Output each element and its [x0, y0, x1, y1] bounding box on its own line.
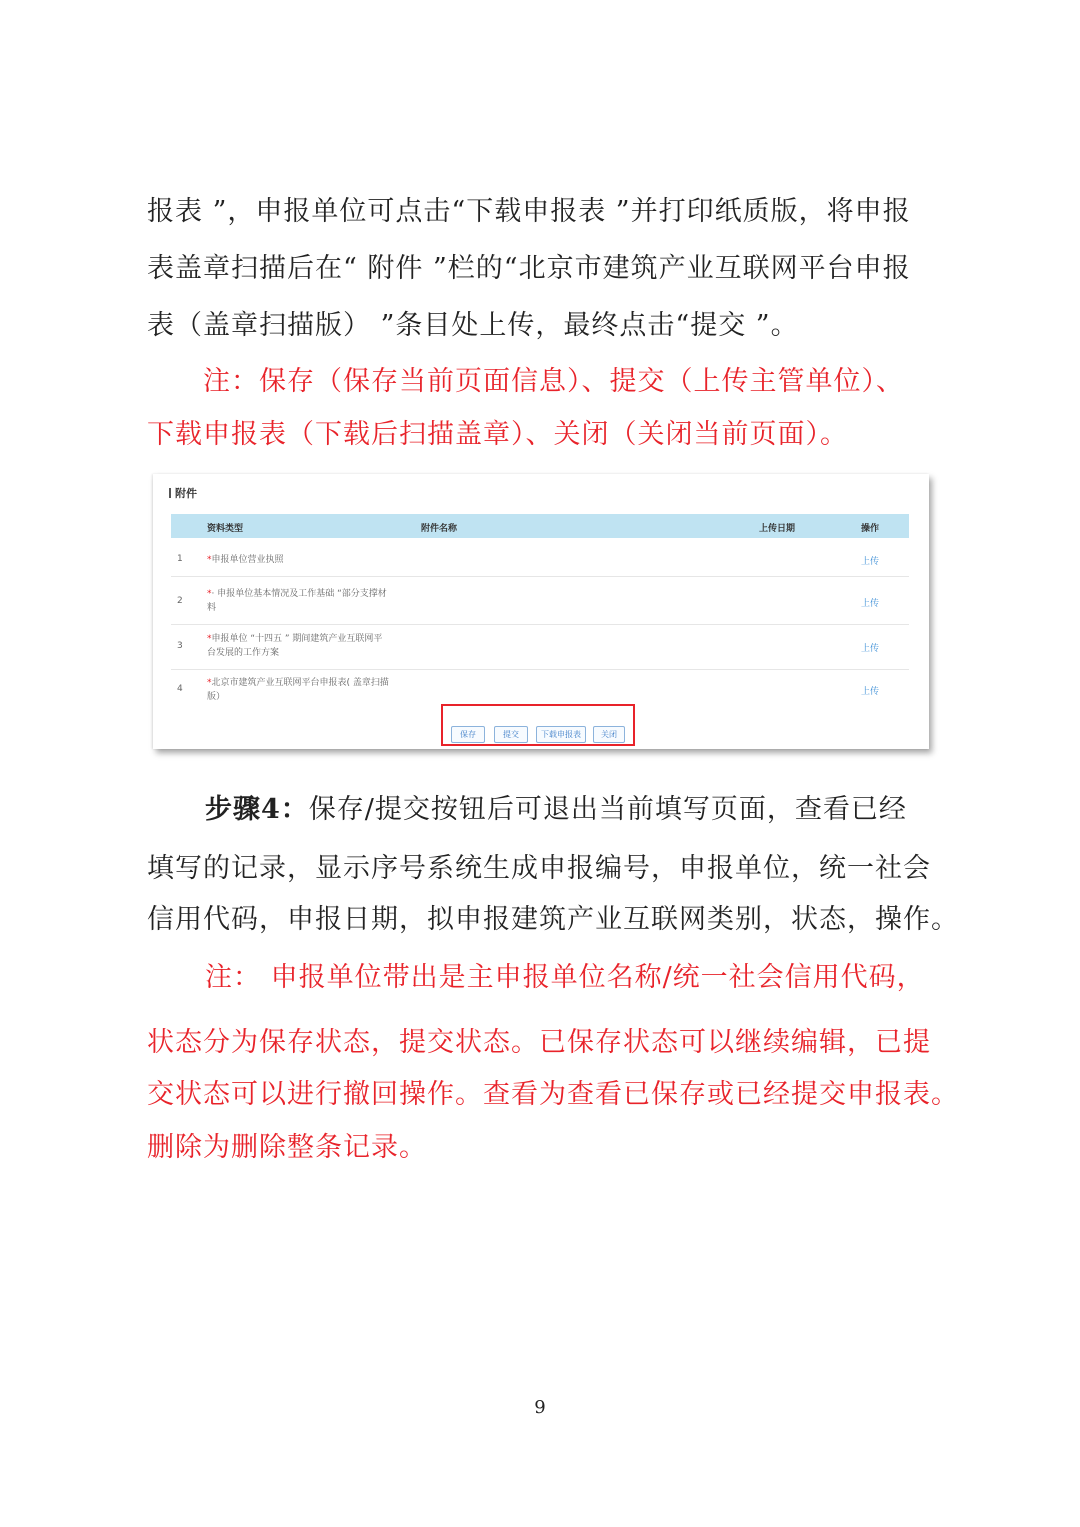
column-header-op: 操作: [861, 524, 880, 534]
row-name-text: 料: [207, 603, 217, 613]
row-name: [207, 553, 284, 567]
table-row: [171, 625, 909, 670]
section-title-text: 附件: [175, 487, 197, 500]
row-name-text: 台发展的工作方案: [207, 648, 280, 658]
step-line: 信用代码，申报日期，拟申报建筑产业互联网类别，状态，操作。: [147, 904, 959, 935]
step-line: [205, 792, 907, 828]
required-star: *: [207, 589, 212, 599]
close-button[interactable]: 关闭: [593, 726, 625, 743]
upload-link[interactable]: 上传: [861, 687, 880, 697]
step-text: 保存/提交按钮后可退出当前填写页面，查看已经: [308, 794, 907, 825]
required-star: *: [207, 555, 212, 565]
row-name: [207, 676, 389, 704]
table-row: [171, 544, 909, 577]
table-header: [171, 514, 909, 538]
column-header-date: 上传日期: [759, 524, 796, 534]
section-marker: [169, 488, 171, 498]
column-header-type: 资料类型: [207, 524, 244, 534]
note-line: 注： 申报单位带出是主申报单位名称/统一社会信用代码，: [205, 962, 925, 993]
submit-button[interactable]: 提交: [494, 726, 528, 743]
upload-link[interactable]: 上传: [861, 599, 880, 609]
note-line: 交状态可以进行撤回操作。查看为查看已保存或已经提交申报表。: [147, 1079, 959, 1110]
row-index: 1: [177, 554, 183, 564]
row-index: 4: [177, 684, 183, 694]
page-number: 9: [534, 1397, 546, 1418]
note-line: 状态分为保存状态，提交状态。已保存状态可以继续编辑，已提: [147, 1027, 931, 1058]
table-row: [171, 577, 909, 625]
required-star: *: [207, 634, 212, 644]
paragraph-line: 表（盖章扫描版） ”条目处上传，最终点击“提交 ”。: [147, 310, 799, 341]
column-header-name: 附件名称: [421, 524, 458, 534]
note-line: 删除为删除整条记录。: [147, 1132, 427, 1163]
attachment-section-title: [169, 485, 197, 501]
row-name-text: · 申报单位基本情况及工作基础 “部分支撑材: [211, 589, 387, 599]
upload-link[interactable]: 上传: [861, 644, 880, 654]
download-form-button[interactable]: 下载申报表: [536, 726, 586, 743]
required-star: *: [207, 678, 212, 688]
step-label: 步骤4：: [205, 794, 309, 825]
row-name-text: 申报单位 “十四五 ” 期间建筑产业互联网平: [211, 634, 383, 644]
save-button[interactable]: 保存: [451, 726, 485, 743]
upload-link[interactable]: 上传: [861, 557, 880, 567]
row-name-text: 北京市建筑产业互联网平台申报表( 盖章扫描: [211, 678, 389, 688]
paragraph-line: 表盖章扫描后在“ 附件 ”栏的“北京市建筑产业互联网平台申报: [147, 253, 911, 284]
step-line: 填写的记录，显示序号系统生成申报编号，申报单位，统一社会: [147, 853, 931, 884]
note-line: 注：保存（保存当前页面信息）、提交（上传主管单位）、: [203, 366, 904, 397]
row-name-text: 申报单位营业执照: [211, 555, 284, 565]
note-line: 下载申报表（下载后扫描盖章）、关闭（关闭当前页面）。: [147, 419, 848, 450]
row-index: 2: [177, 596, 183, 606]
row-name: [207, 632, 382, 660]
row-name-text: 版）: [207, 692, 226, 702]
paragraph-line: 报表 ”，申报单位可点击“下载申报表 ”并打印纸质版，将申报: [147, 196, 911, 227]
row-index: 3: [177, 641, 183, 651]
attachment-panel-screenshot: [153, 474, 929, 749]
row-name: [207, 587, 387, 615]
